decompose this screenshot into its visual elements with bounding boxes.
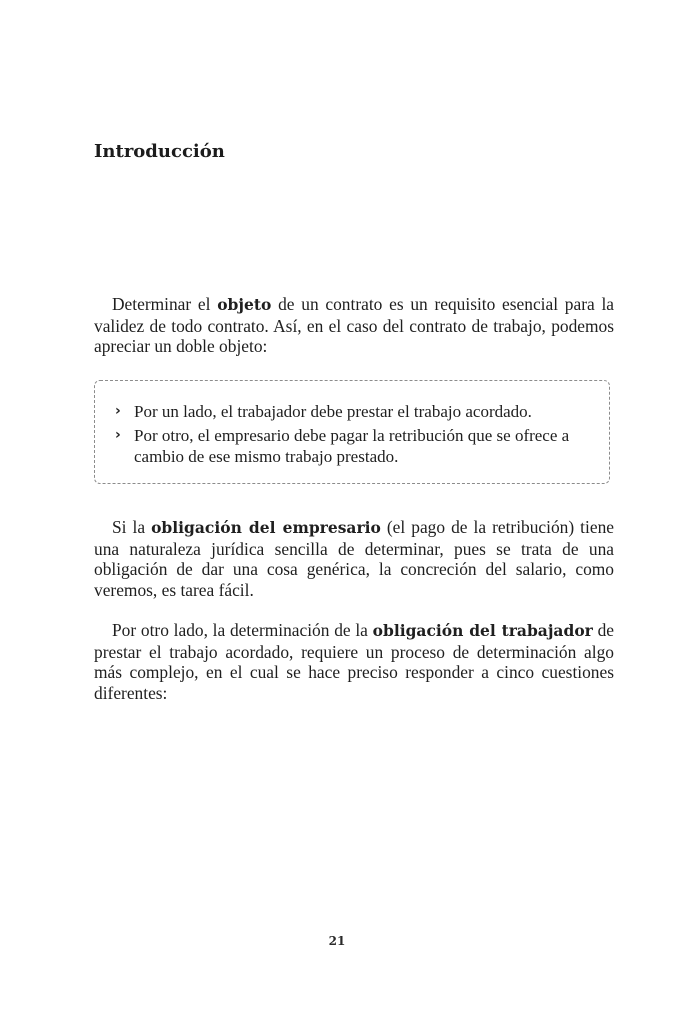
bold-term: obligación del empresario xyxy=(151,518,381,537)
list-item-text: Por otro, el empresario debe pagar la retribución que se ofrece a cambio de ese mismo trabajo prestado. xyxy=(134,425,570,466)
text: Si la xyxy=(112,517,152,537)
bold-term: obligación del trabajador xyxy=(372,621,593,640)
text: de un contrato es un requisito esencial para la validez de todo contrato. Así, en el caso del contrato de trabajo, podemos apreciar un doble objeto: xyxy=(94,294,615,356)
bullet-list xyxy=(115,401,595,470)
paragraph-empresario xyxy=(94,517,614,600)
paragraph-objeto xyxy=(94,294,614,357)
chevron-right-icon: › xyxy=(115,403,121,419)
chevron-right-icon: › xyxy=(115,426,121,443)
dashed-callout-box xyxy=(94,380,610,484)
list-item-text: Por un lado, el trabajador debe prestar el trabajo acordado. xyxy=(134,402,532,421)
page-number: 21 xyxy=(328,934,346,948)
text: de prestar el trabajo acordado, requiere un proceso de determinación algo más complejo, en el cual se hace preciso responder a cinco cuestiones diferentes: xyxy=(94,620,614,703)
list-item xyxy=(115,401,595,423)
text: Por otro lado, la determinación de la xyxy=(112,620,373,640)
list-item xyxy=(115,425,595,468)
section-title: Introducción xyxy=(94,141,225,162)
bold-term: objeto xyxy=(217,295,272,314)
text: Determinar el xyxy=(112,294,218,314)
text: (el pago de la retribución) tiene una naturaleza jurídica sencilla de determinar, pues se trata de una obligación de dar una cosa genérica, la concreción del salario, como veremos, es tarea fácil. xyxy=(94,517,614,600)
paragraph-trabajador xyxy=(94,620,614,703)
